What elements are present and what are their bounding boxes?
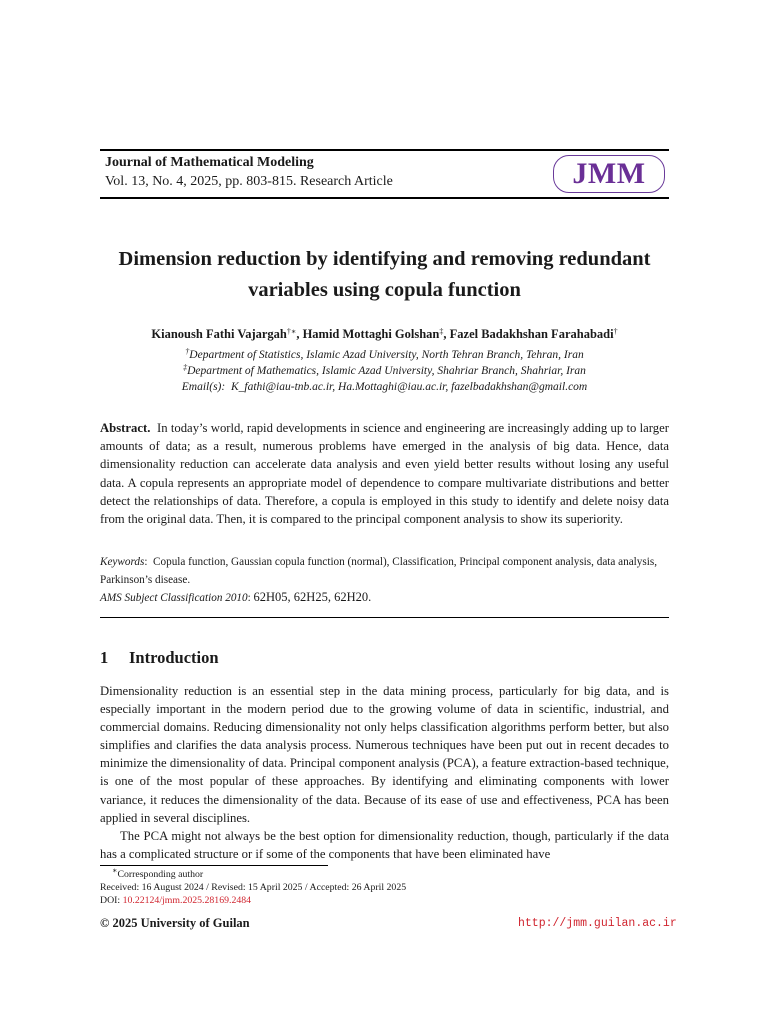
title-line-1: Dimension reduction by identifying and removing redundant <box>118 248 651 270</box>
paper-title <box>100 244 669 306</box>
doi-note <box>100 895 251 906</box>
corresponding-text: Corresponding author <box>117 869 204 880</box>
ams-label: AMS Subject Classification 2010 <box>100 592 248 604</box>
email-label: Email(s): <box>181 381 226 393</box>
affiliation-1 <box>100 349 669 361</box>
section-number: 1 <box>100 648 109 667</box>
author-2-mark: ‡ <box>439 327 444 336</box>
keywords-label: Keywords <box>100 556 145 568</box>
affiliation-1-text: Department of Statistics, Islamic Azad University, North Tehran Branch, Tehran, Iran <box>189 349 584 361</box>
section-title: Introduction <box>129 648 219 667</box>
email-line <box>100 381 669 393</box>
keywords: Keywords: Copula function, Gaussian copula function (normal), Classification, Principal component analysis, data analysis, Parkinson’s disease. <box>100 556 657 586</box>
corresponding-author-note <box>112 866 204 880</box>
journal-logo-text: JMM <box>572 157 646 190</box>
abstract-rule <box>100 617 669 618</box>
header-top-rule <box>100 149 669 151</box>
dates-note: Received: 16 August 2024 / Revised: 15 April 2025 / Accepted: 26 April 2025 <box>100 882 407 893</box>
footnote-rule <box>100 865 328 866</box>
author-1-mark: †∗ <box>286 327 297 336</box>
ams-codes: 62H05, 62H25, 62H20. <box>253 590 372 604</box>
author-2: Hamid Mottaghi Golshan <box>302 327 440 341</box>
author-sep-1: , <box>296 327 303 341</box>
keywords-text: Copula function, Gaussian copula function (normal), Classification, Principal component analysis, data analysis, Parkinson’s disease. <box>100 556 657 586</box>
intro-paragraph-2: The PCA might not always be the best option for dimensionality reduction, though, particularly if the data has a complicated structure or if some of the components that have been eliminated have <box>100 828 669 861</box>
affiliation-2 <box>100 365 669 377</box>
affiliation-2-mark: ‡ <box>183 363 188 372</box>
volume-info: Vol. 13, No. 4, 2025, pp. 803-815. Research Article <box>105 174 393 189</box>
corresponding-mark: ∗ <box>112 866 118 875</box>
doi-link[interactable]: 10.22124/jmm.2025.28169.2484 <box>122 895 252 906</box>
journal-name: Journal of Mathematical Modeling <box>105 155 314 170</box>
author-3-mark: † <box>613 327 618 336</box>
abstract-text: In today’s world, rapid developments in science and engineering are increasingly adding up to larger amounts of data; as a result, numerous problems have emerged in the analysis of big data. Hence, data dimensionality reduction can accelerate data analysis and even yield better results without losing any useful data. A copula represents an appropriate model of dependence to compare multivariate distributions and better detect the relationships of data. Therefore, a copula is employed in this study to identify and delete noisy data from the original data. Then, it is compared to the principal component analysis to show its superiority. <box>100 421 669 527</box>
abstract-label: Abstract. <box>100 421 151 435</box>
doi-label: DOI: <box>100 895 123 906</box>
copyright: © 2025 University of Guilan <box>100 916 250 930</box>
title-line-2: variables using copula function <box>248 279 521 301</box>
author-1: Kianoush Fathi Vajargah <box>151 327 287 341</box>
section-heading <box>100 648 219 668</box>
introduction-body <box>100 682 669 863</box>
author-3: Fazel Badakhshan Farahabadi <box>449 327 614 341</box>
affiliation-1-mark: † <box>185 347 190 356</box>
affiliation-2-text: Department of Mathematics, Islamic Azad University, Shahriar Branch, Shahriar, Iran <box>187 365 586 377</box>
author-sep-2: , <box>443 327 450 341</box>
intro-paragraph-1: Dimensionality reduction is an essential step in the data mining process, particularly for big data, and is especially important in the modern period due to the growing volume of data in scientific, industrial, and commercial domains. Reducing dimensionality not only helps classification algorithms perform better, but also simplifies and clarifies the data analysis process. Numerous techniques have been put out in recent decades to minimize the dimensionality of data. Principal component analysis (PCA), a feature extraction-based technique, is one of the most popular of these approaches. By identifying and eliminating components with lower variance, it reduces the dimensionality of the data. Because of its ease of use and effectiveness, PCA has been applied in several disciplines. <box>100 684 669 825</box>
journal-logo <box>553 155 665 193</box>
email-list: K_fathi@iau-tnb.ac.ir, Ha.Mottaghi@iau.ac.ir, fazelbadakhshan@gmail.com <box>230 381 588 393</box>
header-bottom-rule <box>100 197 669 199</box>
abstract <box>100 419 669 528</box>
journal-url-link[interactable]: http://jmm.guilan.ac.ir <box>518 917 677 930</box>
author-list <box>100 327 669 342</box>
ams-classification: AMS Subject Classification 2010: 62H05, 62H25, 62H20. <box>100 590 372 604</box>
